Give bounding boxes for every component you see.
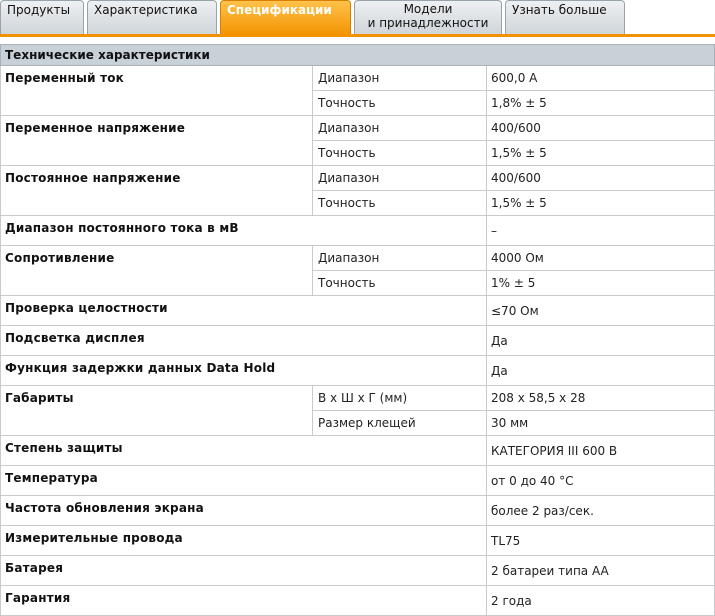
table-row (1, 356, 715, 386)
table-row (1, 216, 715, 246)
tab-label: Характеристика (94, 3, 198, 17)
spec-name: Переменный ток (1, 66, 313, 116)
spec-name: Температура (1, 466, 487, 496)
spec-value: Да (487, 326, 715, 356)
spec-sub-label: Точность (313, 191, 487, 216)
spec-name: Сопротивление (1, 246, 313, 296)
spec-value: 208 x 58,5 x 28 (487, 386, 715, 411)
table-row (1, 556, 715, 586)
spec-sub-label: Диапазон (313, 166, 487, 191)
spec-name: Проверка целостности (1, 296, 487, 326)
spec-name: Степень защиты (1, 436, 487, 466)
spec-name: Гарантия (1, 586, 487, 616)
spec-name: Подсветка дисплея (1, 326, 487, 356)
spec-value: TL75 (487, 526, 715, 556)
spec-name: Частота обновления экрана (1, 496, 487, 526)
spec-value: Да (487, 356, 715, 386)
spec-sub-label: Диапазон (313, 246, 487, 271)
spec-value: ≤70 Ом (487, 296, 715, 326)
tab-underline (0, 34, 715, 37)
tab-label: Узнать больше (512, 3, 607, 17)
tab-label-line2: и принадлежности (367, 16, 489, 30)
table-title: Технические характеристики (1, 45, 715, 66)
spec-name: Постоянное напряжение (1, 166, 313, 216)
spec-value: 1,5% ± 5 (487, 141, 715, 166)
spec-value: от 0 до 40 °C (487, 466, 715, 496)
spec-value: 400/600 (487, 166, 715, 191)
spec-value: 1,8% ± 5 (487, 91, 715, 116)
table-header-row (1, 45, 715, 66)
tab-learn-more[interactable] (505, 0, 625, 34)
spec-name: Диапазон постоянного тока в мВ (1, 216, 487, 246)
tab-label: Продукты (7, 3, 71, 17)
spec-value: 400/600 (487, 116, 715, 141)
spec-sub-label: В x Ш x Г (мм) (313, 386, 487, 411)
tab-bar (0, 0, 715, 36)
spec-value: 600,0 A (487, 66, 715, 91)
spec-sub-label: Размер клещей (313, 411, 487, 436)
spec-name: Функция задержки данных Data Hold (1, 356, 487, 386)
table-row (1, 526, 715, 556)
table-row (1, 246, 715, 271)
table-row (1, 296, 715, 326)
spec-sub-label: Точность (313, 271, 487, 296)
specifications-table (0, 44, 715, 616)
table-row (1, 496, 715, 526)
spec-sub-label: Диапазон (313, 116, 487, 141)
tab-models-accessories[interactable] (354, 0, 502, 34)
spec-value: 1,5% ± 5 (487, 191, 715, 216)
spec-value: 30 мм (487, 411, 715, 436)
spec-name: Переменное напряжение (1, 116, 313, 166)
table-row (1, 386, 715, 411)
spec-name: Измерительные провода (1, 526, 487, 556)
table-row (1, 586, 715, 616)
table-row (1, 326, 715, 356)
spec-value: 1% ± 5 (487, 271, 715, 296)
tab-label: Спецификации (227, 3, 332, 17)
table-row (1, 66, 715, 91)
table-row (1, 436, 715, 466)
spec-value: 2 батареи типа AA (487, 556, 715, 586)
table-row (1, 466, 715, 496)
spec-value: КАТЕГОРИЯ III 600 В (487, 436, 715, 466)
tab-features[interactable] (87, 0, 217, 34)
spec-value: 2 года (487, 586, 715, 616)
spec-value: более 2 раз/сек. (487, 496, 715, 526)
tab-label-line1: Модели (403, 2, 453, 16)
spec-name: Батарея (1, 556, 487, 586)
spec-sub-label: Точность (313, 91, 487, 116)
spec-sub-label: Точность (313, 141, 487, 166)
table-row (1, 166, 715, 191)
table-row (1, 116, 715, 141)
tab-specifications[interactable] (220, 0, 351, 36)
tab-products[interactable] (0, 0, 84, 34)
spec-sub-label: Диапазон (313, 66, 487, 91)
spec-name: Габариты (1, 386, 313, 436)
spec-value: – (487, 216, 715, 246)
spec-value: 4000 Ом (487, 246, 715, 271)
